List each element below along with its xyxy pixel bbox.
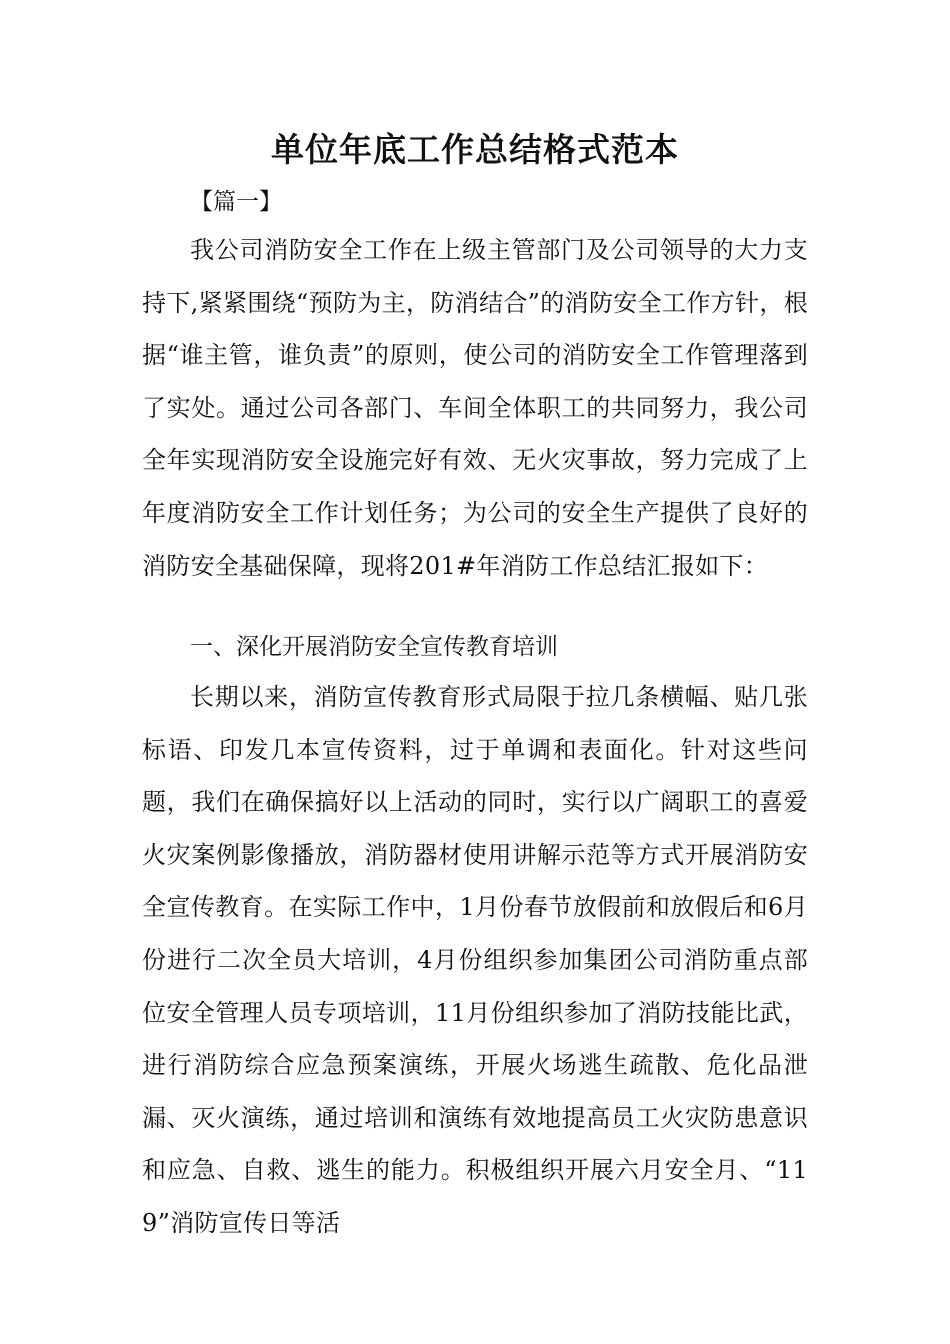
paragraph-intro: 我公司消防安全工作在上级主管部门及公司领导的大力支持下,紧紧围绕“预防为主，防消结合”的消防安全工作方针，根据“谁主管，谁负责”的原则，使公司的消防安全工作管理落到了实处。通过公司各部门、车间全体职工的共同努力，我公司全年实现消防安全设施完好有效、无火灾事故，努力完成了上年度消防安全工作计划任务；为公司的安全生产提供了良好的消防安全基础保障，现将201#年消防工作总结汇报如下：	[142, 236, 808, 580]
document-title: 单位年底工作总结格式范本	[271, 130, 679, 169]
paragraph-training: 长期以来，消防宣传教育形式局限于拉几条横幅、贴几张标语、印发几本宣传资料，过于单调和表面化。针对这些问题，我们在确保搞好以上活动的同时，实行以广阔职工的喜爱火灾案例影像播放，消防器材使用讲解示范等方式开展消防安全宣传教育。在实际工作中，1月份春节放假前和放假后和6月份进行二次全员大培训，4月份组织参加集团公司消防重点部位安全管理人员专项培训，11月份组织参加了消防技能比武，进行消防综合应急预案演练，开展火场逃生疏散、危化品泄漏、灭火演练，通过培训和演练有效地提高员工火灾防患意识和应急、自救、逃生的能力。积极组织开展六月安全月、“119”消防宣传日等活	[142, 683, 808, 1237]
section-tag: 【篇一】	[190, 189, 282, 215]
section-heading: 一、深化开展消防安全宣传教育培训	[190, 634, 558, 660]
